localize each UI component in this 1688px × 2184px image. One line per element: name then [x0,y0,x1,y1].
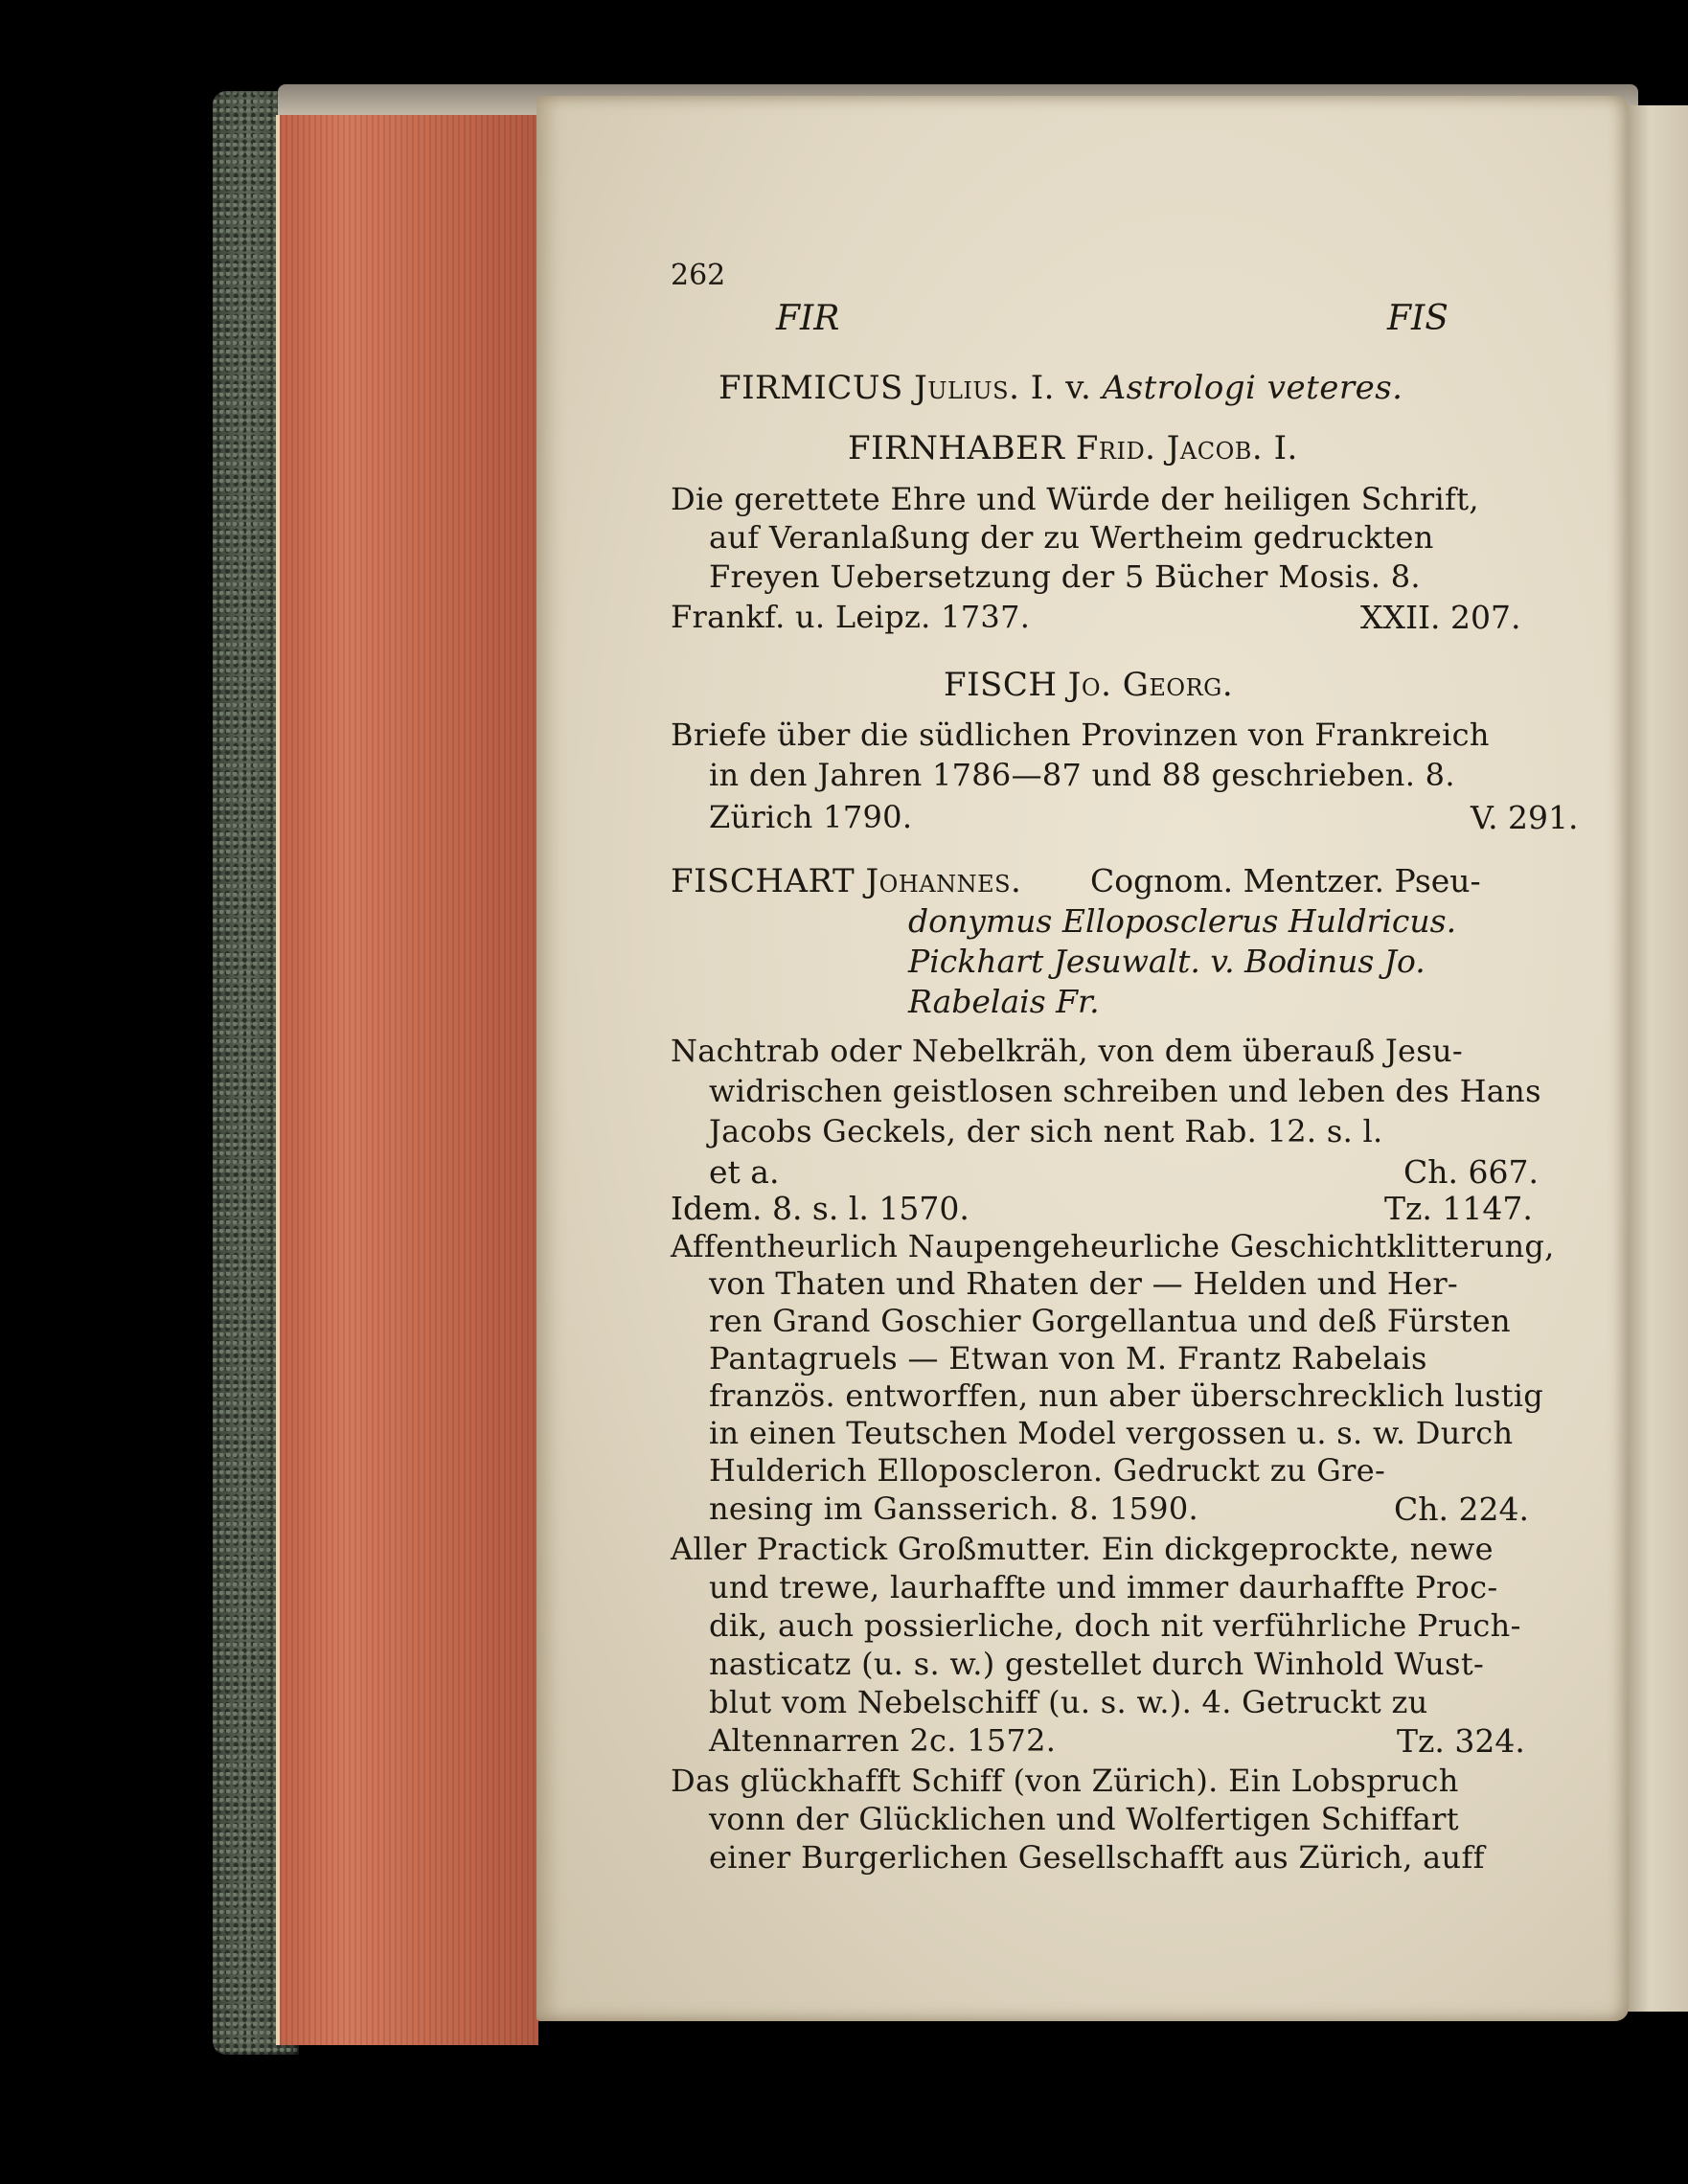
entry-line: Frankf. u. Leipz. 1737. [671,599,1031,635]
entry-line: einer Burgerlichen Gesellschafft aus Zürich, auff [709,1839,1485,1876]
entry-line: Zürich 1790. [709,799,913,835]
see-abbrev: v. [1065,369,1092,407]
entry-line: Briefe über die südlichen Provinzen von Frankreich [671,717,1490,753]
pseudonym-note: donymus Elloposclerus Huldricus. [908,902,1457,940]
volume-roman: I. [1273,429,1298,467]
author-given-name: Julius. [914,369,1020,407]
entry-heading-firnhaber [848,429,1298,467]
entry-reference: V. 291. [1471,799,1579,836]
running-head-right: FIS [1387,299,1448,338]
author-given-name: Johannes. [865,862,1022,900]
entry-reference: Tz. 1147. [1384,1190,1533,1227]
entry-line: Affentheurlich Naupengeheurliche Geschichtklitterung, [671,1228,1555,1264]
author-name: FISCHART [671,862,855,900]
entry-heading-fischart [671,862,1021,900]
entry-reference: Ch. 224. [1394,1490,1529,1528]
entry-line: in den Jahren 1786—87 und 88 geschrieben. 8. [709,757,1455,793]
entry-reference: Tz. 324. [1397,1722,1525,1760]
entry-line: auf Veranlaßung der zu Wertheim gedruckten [709,519,1434,556]
cross-reference: Astrologi veteres. [1102,369,1403,407]
author-name: FIRNHABER [848,429,1065,467]
entry-line: von Thaten und Rhaten der — Helden und Her- [709,1265,1459,1302]
entry-line: ren Grand Goschier Gorgellantua und deß Fürsten [709,1303,1511,1339]
author-name: FISCH [944,666,1058,704]
entry-line: vonn der Glücklichen und Wolfertigen Schiffart [709,1801,1459,1837]
entry-line: französ. entworffen, nun aber überschrecklich lustig [709,1377,1544,1414]
entry-line: Das glückhafft Schiff (von Zürich). Ein Lobspruch [671,1763,1459,1799]
entry-line: blut vom Nebelschiff (u. s. w.). 4. Getruckt zu [709,1684,1428,1720]
entry-line: Aller Practick Großmutter. Ein dickgeprockte, newe [671,1531,1494,1567]
entry-line: Freyen Uebersetzung der 5 Bücher Mosis. 8. [709,558,1421,595]
entry-heading-firmicus [719,369,1403,407]
entry-line: Pantagruels — Etwan von M. Frantz Rabelais [709,1340,1427,1376]
entry-heading-fisch [944,666,1233,704]
entry-line: in einen Teutschen Model vergossen u. s. w. Durch [709,1415,1514,1451]
facing-page-edge [1624,105,1688,2012]
entry-line: nasticatz (u. s. w.) gestellet durch Winhold Wust- [709,1646,1485,1682]
author-given-name: Jo. Georg. [1067,666,1234,704]
entry-line: widrischen geistlosen schreiben und leben des Hans [709,1073,1541,1109]
entry-line: dik, auch possierliche, doch nit verführliche Pruch- [709,1607,1521,1644]
pseudonym-note: Pickhart Jesuwalt. v. Bodinus Jo. [908,943,1426,980]
entry-reference: Ch. 667. [1403,1153,1539,1191]
entry-line: Jacobs Geckels, der sich nent Rab. 12. s. l. [709,1113,1383,1149]
page-number: 262 [671,259,726,292]
pseudonym-note: Rabelais Fr. [908,983,1100,1020]
author-name: FIRMICUS [719,369,903,407]
entry-reference: XXII. 207. [1360,599,1521,636]
entry-line: Nachtrab oder Nebelkräh, von dem überauß Jesu- [671,1033,1464,1069]
entry-line: Die gerettete Ehre und Würde der heiligen Schrift, [671,481,1479,517]
entry-line: und trewe, laurhaffte und immer daurhaffte Proc- [709,1569,1498,1605]
author-given-name: Frid. Jacob. [1075,429,1264,467]
volume-roman: I. [1030,369,1055,407]
entry-line: Idem. 8. s. l. 1570. [671,1190,969,1227]
running-head-left: FIR [776,299,840,338]
entry-line: et a. [709,1153,780,1191]
pseudonym-note: Cognom. Mentzer. Pseu- [1090,862,1481,899]
entry-line: nesing im Gansserich. 8. 1590. [709,1490,1198,1527]
red-page-edges [276,115,538,2045]
entry-line: Hulderich Elloposcleron. Gedruckt zu Gre- [709,1452,1386,1489]
entry-line: Altennarren 2c. 1572. [709,1722,1057,1759]
